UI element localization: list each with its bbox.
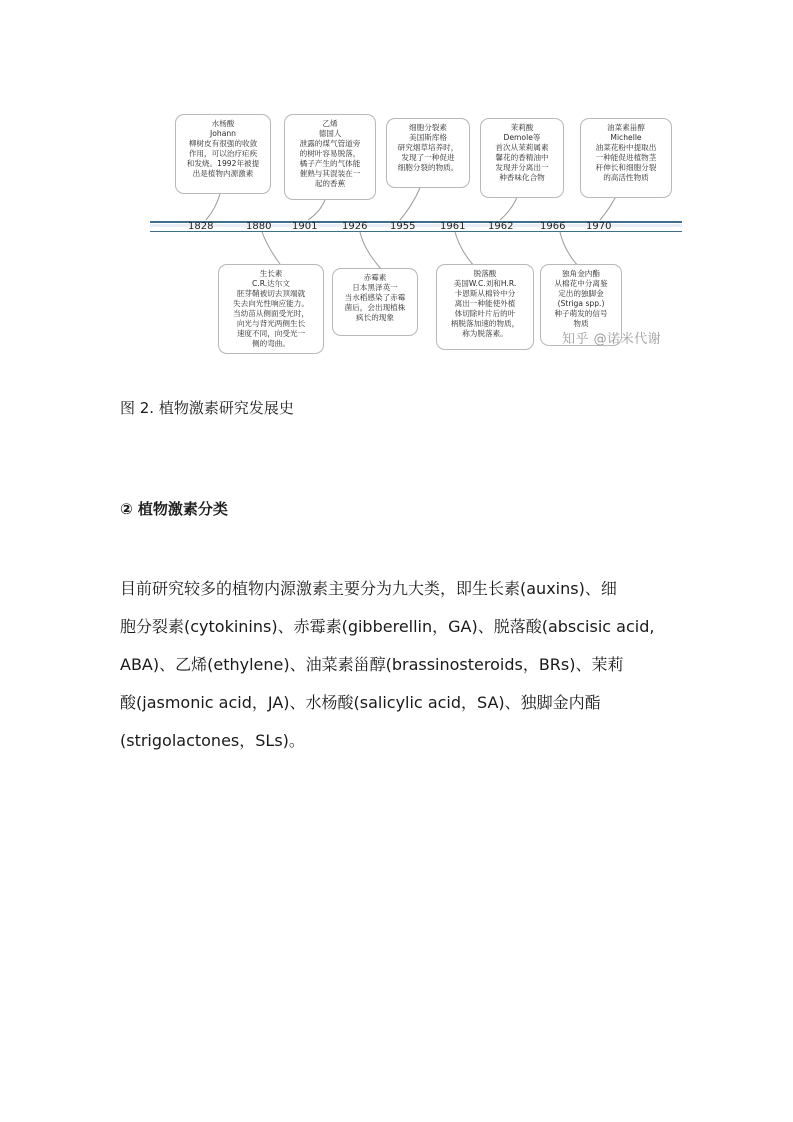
box-line: 离出一种能使外植 — [454, 299, 516, 308]
timeline-box-ethylene — [284, 114, 376, 200]
box-line: 体切除叶片后的叶 — [454, 309, 516, 318]
watermark: 知乎 @诺米代谢 — [562, 332, 662, 347]
paragraph-line: 目前研究较多的植物内源激素主要分为九大类，即生长素(auxins)、细 — [120, 579, 617, 598]
box-title: 茉莉酸 — [510, 123, 534, 132]
box-line: 种子萌发的信号 — [554, 309, 608, 318]
timeline-box-salicylic-acid — [175, 114, 271, 194]
year-label: 1901 — [292, 221, 318, 232]
box-line: 日本黑泽英一 — [352, 283, 398, 292]
box-line: 卡恩斯从棉铃中分 — [454, 289, 516, 298]
year-label: 1955 — [390, 221, 416, 232]
box-line: 胚芽鞘被切去顶端就 — [236, 289, 306, 298]
box-line: 研究烟草培养时， — [397, 143, 459, 152]
box-line: 柄脱落加速的物质， — [450, 319, 520, 328]
box-line: 菌后，会出现植株 — [344, 303, 406, 312]
box-line: 油菜花粉中提取出 — [595, 143, 657, 152]
year-label: 1926 — [342, 221, 368, 232]
box-line: 从棉花中分离鉴 — [554, 279, 608, 288]
box-title: 油菜素甾醇 — [607, 123, 645, 132]
year-label: 1880 — [246, 221, 272, 232]
box-line: 物质 — [573, 319, 589, 328]
box-line: 定出的独脚金 — [558, 289, 604, 298]
box-line: C.R.达尔文 — [252, 279, 290, 288]
box-line: Johann — [210, 129, 236, 138]
box-line: 催熟与其混装在一 — [299, 169, 361, 178]
paragraph-line: ABA)、乙烯(ethylene)、油菜素甾醇(brassinosteroids，BRs)、茉莉 — [120, 655, 624, 674]
hormone-timeline-figure — [150, 108, 682, 354]
box-line: 向光与背光两侧生长 — [236, 319, 306, 328]
box-line: 首次从茉莉属素 — [495, 143, 549, 152]
box-title: 细胞分裂素 — [409, 123, 447, 132]
box-line: 德国人 — [318, 129, 342, 138]
box-line: 秆伸长和细胞分裂 — [595, 163, 657, 172]
timeline-box-brassinosteroid — [580, 118, 672, 198]
figure-caption: 图 2. 植物激素研究发展史 — [120, 399, 294, 417]
box-line: 速度不同，向受光一 — [236, 329, 306, 338]
box-line: 疯长的现象 — [356, 313, 394, 322]
box-line: 出是植物内源激素 — [192, 169, 254, 178]
section-heading: ② 植物激素分类 — [120, 500, 228, 518]
timeline-box-cytokinin — [386, 118, 470, 188]
box-line: 作用，可以治疗疟疾 — [188, 149, 258, 158]
year-label: 1962 — [488, 221, 514, 232]
box-line: 泄露的煤气管道旁 — [299, 139, 361, 148]
box-title: 生长素 — [259, 269, 283, 278]
box-line: 美国W.C.刘和H.R. — [453, 279, 517, 288]
paragraph-line: 胞分裂素(cytokinins)、赤霉素(gibberellin，GA)、脱落酸(abscisic acid, — [120, 617, 655, 636]
box-line: 和发烧。1992年被提 — [186, 159, 260, 168]
box-line: 发现并分离出一 — [495, 163, 549, 172]
box-line: 柳树皮有很强的收敛 — [188, 139, 258, 148]
box-title: 乙烯 — [322, 119, 338, 128]
box-line: (Striga spp.) — [557, 299, 605, 308]
year-label: 1966 — [540, 221, 566, 232]
box-line: 的高活性物质 — [603, 173, 649, 182]
box-line: 橘子产生的气体能 — [299, 159, 361, 168]
box-title: 赤霉素 — [363, 273, 387, 282]
box-line: 侧的弯曲。 — [252, 339, 290, 348]
box-line: 当幼苗从侧面受光时， — [233, 309, 309, 318]
box-title: 水杨酸 — [211, 119, 235, 128]
box-line: Demole等 — [503, 133, 541, 142]
box-line: 起的香蕉 — [314, 179, 346, 188]
box-line: 一种能促进植物茎 — [595, 153, 657, 162]
timeline-box-gibberellin — [332, 268, 418, 336]
box-line: 当水稻感染了赤霉 — [344, 293, 406, 302]
paragraph-line: (strigolactones，SLs)。 — [120, 731, 305, 750]
box-line: 的树叶容易脱落， — [299, 149, 361, 158]
timeline-box-abscisic-acid — [436, 264, 534, 350]
box-line: Michelle — [610, 133, 642, 142]
box-line: 种香味化合物 — [499, 173, 545, 182]
box-line: 美国斯库格 — [409, 133, 447, 142]
box-title: 独角金内酯 — [562, 269, 600, 278]
box-line: 失去向光性响应能力。 — [233, 299, 309, 308]
year-label: 1970 — [586, 221, 612, 232]
box-line: 称为脱落素。 — [462, 329, 508, 338]
timeline-box-jasmonic-acid — [480, 118, 564, 198]
box-line: 馨花的香精油中 — [495, 153, 549, 162]
paragraph-line: 酸(jasmonic acid，JA)、水杨酸(salicylic acid，SA)、独脚金内酯 — [120, 693, 601, 712]
timeline-box-auxin — [218, 264, 324, 354]
box-title: 脱落酸 — [473, 269, 497, 278]
year-label: 1828 — [188, 221, 214, 232]
box-line: 细胞分裂的物质。 — [397, 163, 459, 172]
body-paragraph — [120, 570, 680, 760]
box-line: 发现了一种促进 — [401, 153, 455, 162]
year-label: 1961 — [440, 221, 466, 232]
